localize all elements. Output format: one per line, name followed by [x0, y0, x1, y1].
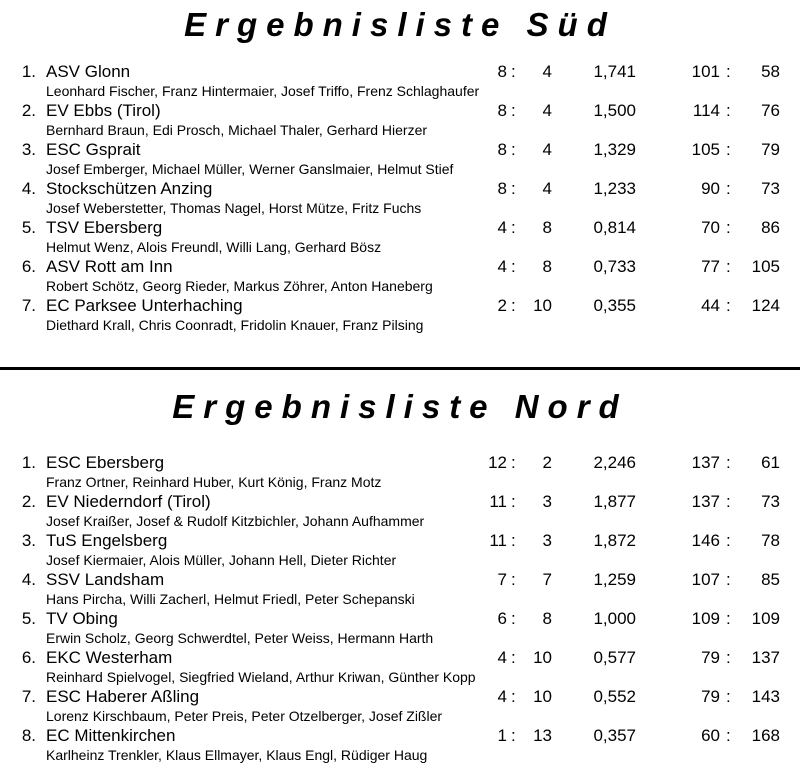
result-row	[0, 218, 800, 257]
quotient: 0,357	[593, 726, 636, 745]
result-row	[0, 296, 800, 335]
quotient: 1,329	[593, 140, 636, 159]
points-won: 1	[497, 726, 507, 745]
quotient: 1,741	[593, 62, 636, 81]
stock-against: 109	[751, 609, 780, 628]
result-row	[0, 453, 800, 492]
points-lost: 13	[533, 726, 552, 745]
points-lost: 4	[542, 179, 552, 198]
section-divider	[0, 367, 800, 370]
points-won: 2	[497, 296, 507, 315]
points-lost: 10	[533, 648, 552, 667]
rank: 3.	[21, 140, 36, 159]
title-sued: Ergebnisliste Süd	[184, 6, 616, 43]
stock-against: 105	[751, 257, 780, 276]
stock-for: 101	[691, 62, 720, 81]
team-name: EC Parksee Unterhaching	[46, 296, 243, 315]
stock-separator: :	[726, 531, 731, 550]
title-nord: Ergebnisliste Nord	[172, 388, 628, 425]
result-row	[0, 687, 800, 726]
points-separator: :	[511, 296, 516, 315]
rank: 2.	[21, 101, 36, 120]
quotient: 1,500	[593, 101, 636, 120]
stock-for: 70	[701, 218, 720, 237]
stock-separator: :	[726, 62, 731, 81]
stock-separator: :	[726, 257, 731, 276]
players: Helmut Wenz, Alois Freundl, Willi Lang, Gerhard Bösz	[46, 239, 382, 255]
points-lost: 4	[542, 101, 552, 120]
rank: 2.	[21, 492, 36, 511]
team-name: SSV Landsham	[46, 570, 165, 589]
points-won: 11	[489, 531, 507, 550]
quotient: 0,552	[593, 687, 636, 706]
stock-separator: :	[726, 179, 731, 198]
points-lost: 4	[542, 140, 552, 159]
players: Diethard Krall, Chris Coonradt, Fridolin Knauer, Franz Pilsing	[46, 317, 424, 333]
players: Erwin Scholz, Georg Schwerdtel, Peter Weiss, Hermann Harth	[46, 630, 434, 646]
result-row	[0, 62, 800, 101]
team-name: TV Obing	[46, 609, 118, 628]
results-table-sued	[0, 62, 800, 335]
rank: 3.	[21, 531, 36, 550]
points-separator: :	[511, 101, 516, 120]
players: Karlheinz Trenkler, Klaus Ellmayer, Klaus Engl, Rüdiger Haug	[46, 747, 428, 763]
stock-against: 73	[761, 179, 780, 198]
rank: 7.	[21, 296, 36, 315]
rank: 1.	[21, 62, 36, 81]
rank: 6.	[21, 257, 36, 276]
points-separator: :	[511, 570, 516, 589]
points-separator: :	[511, 140, 516, 159]
points-won: 4	[497, 648, 507, 667]
rank: 7.	[21, 687, 36, 706]
points-separator: :	[511, 492, 516, 511]
result-row	[0, 531, 800, 570]
points-lost: 3	[542, 492, 552, 511]
points-separator: :	[511, 648, 516, 667]
result-row	[0, 101, 800, 140]
stock-for: 60	[701, 726, 720, 745]
team-name: EV Niederndorf (Tirol)	[46, 492, 211, 511]
team-name: ESC Gsprait	[46, 140, 141, 159]
stock-for: 109	[691, 609, 720, 628]
points-separator: :	[511, 218, 516, 237]
points-lost: 8	[542, 257, 552, 276]
points-lost: 10	[533, 296, 552, 315]
quotient: 0,577	[593, 648, 636, 667]
stock-for: 137	[691, 453, 720, 472]
points-separator: :	[511, 453, 516, 472]
stock-for: 90	[701, 179, 720, 198]
quotient: 2,246	[593, 453, 636, 472]
stock-against: 73	[761, 492, 780, 511]
stock-against: 143	[751, 687, 780, 706]
team-name: ASV Rott am Inn	[46, 257, 173, 276]
quotient: 1,259	[593, 570, 636, 589]
result-row	[0, 726, 800, 765]
quotient: 1,872	[593, 531, 636, 550]
team-name: EKC Westerham	[46, 648, 173, 667]
points-won: 4	[497, 218, 507, 237]
points-separator: :	[511, 687, 516, 706]
points-separator: :	[511, 609, 516, 628]
points-separator: :	[511, 531, 516, 550]
stock-for: 44	[701, 296, 720, 315]
stock-against: 85	[761, 570, 780, 589]
rank: 6.	[21, 648, 36, 667]
team-name: EC Mittenkirchen	[46, 726, 176, 745]
points-separator: :	[511, 257, 516, 276]
team-name: ASV Glonn	[46, 62, 131, 81]
points-won: 11	[489, 492, 507, 511]
team-name: EV Ebbs (Tirol)	[46, 101, 161, 120]
stock-for: 114	[692, 101, 720, 120]
points-won: 8	[497, 62, 507, 81]
rank: 4.	[21, 179, 36, 198]
quotient: 0,355	[593, 296, 636, 315]
players: Josef Emberger, Michael Müller, Werner Ganslmaier, Helmut Stief	[46, 161, 454, 177]
points-lost: 2	[542, 453, 552, 472]
quotient: 1,000	[593, 609, 636, 628]
stock-for: 79	[701, 648, 720, 667]
points-won: 4	[497, 257, 507, 276]
team-name: Stockschützen Anzing	[46, 179, 213, 198]
stock-against: 124	[751, 296, 780, 315]
rank: 1.	[21, 453, 36, 472]
stock-for: 146	[691, 531, 720, 550]
team-name: TuS Engelsberg	[46, 531, 168, 550]
stock-against: 86	[761, 218, 780, 237]
points-won: 8	[497, 179, 507, 198]
result-row	[0, 648, 800, 687]
stock-separator: :	[726, 648, 731, 667]
team-name: ESC Haberer Aßling	[46, 687, 200, 706]
stock-against: 78	[761, 531, 780, 550]
stock-for: 77	[701, 257, 720, 276]
points-won: 7	[497, 570, 507, 589]
stock-for: 79	[701, 687, 720, 706]
stock-separator: :	[726, 687, 731, 706]
stock-against: 58	[761, 62, 780, 81]
points-won: 4	[497, 687, 507, 706]
stock-separator: :	[726, 453, 731, 472]
stock-against: 61	[761, 453, 780, 472]
points-lost: 3	[542, 531, 552, 550]
rank: 5.	[21, 609, 36, 628]
stock-separator: :	[726, 726, 731, 745]
quotient: 1,877	[593, 492, 636, 511]
stock-for: 137	[691, 492, 720, 511]
players: Bernhard Braun, Edi Prosch, Michael Thaler, Gerhard Hierzer	[46, 122, 428, 138]
points-lost: 8	[542, 218, 552, 237]
stock-for: 105	[691, 140, 720, 159]
team-name: TSV Ebersberg	[46, 218, 163, 237]
stock-against: 76	[761, 101, 780, 120]
team-name: ESC Ebersberg	[46, 453, 165, 472]
result-row	[0, 609, 800, 648]
result-row	[0, 492, 800, 531]
rank: 8.	[21, 726, 36, 745]
stock-against: 79	[761, 140, 780, 159]
players: Franz Ortner, Reinhard Huber, Kurt König, Franz Motz	[46, 474, 382, 490]
points-lost: 8	[542, 609, 552, 628]
stock-separator: :	[726, 492, 731, 511]
result-row	[0, 140, 800, 179]
stock-separator: :	[726, 140, 731, 159]
stock-for: 107	[691, 570, 720, 589]
rank: 5.	[21, 218, 36, 237]
players: Josef Kiermaier, Alois Müller, Johann Hell, Dieter Richter	[46, 552, 397, 568]
points-won: 12	[488, 453, 507, 472]
points-won: 8	[497, 101, 507, 120]
players: Josef Kraißer, Josef & Rudolf Kitzbichler, Johann Aufhammer	[46, 513, 425, 529]
stock-separator: :	[726, 218, 731, 237]
points-won: 8	[497, 140, 507, 159]
players: Robert Schötz, Georg Rieder, Markus Zöhrer, Anton Haneberg	[46, 278, 433, 294]
players: Reinhard Spielvogel, Siegfried Wieland, Arthur Kriwan, Günther Kopp	[46, 669, 476, 685]
players: Josef Weberstetter, Thomas Nagel, Horst Mütze, Fritz Fuchs	[46, 200, 422, 216]
stock-separator: :	[726, 296, 731, 315]
stock-separator: :	[726, 101, 731, 120]
points-separator: :	[511, 726, 516, 745]
quotient: 0,814	[593, 218, 636, 237]
stock-separator: :	[726, 570, 731, 589]
points-won: 6	[497, 609, 507, 628]
quotient: 1,233	[593, 179, 636, 198]
rank: 4.	[21, 570, 36, 589]
points-separator: :	[511, 62, 516, 81]
points-lost: 7	[542, 570, 552, 589]
quotient: 0,733	[593, 257, 636, 276]
stock-separator: :	[726, 609, 731, 628]
players: Lorenz Kirschbaum, Peter Preis, Peter Otzelberger, Josef Zißler	[46, 708, 443, 724]
results-table-nord	[0, 453, 800, 765]
points-lost: 4	[542, 62, 552, 81]
players: Hans Pircha, Willi Zacherl, Helmut Friedl, Peter Schepanski	[46, 591, 415, 607]
stock-against: 168	[751, 726, 780, 745]
points-separator: :	[511, 179, 516, 198]
result-row	[0, 257, 800, 296]
stock-against: 137	[751, 648, 780, 667]
result-row	[0, 179, 800, 218]
result-row	[0, 570, 800, 609]
players: Leonhard Fischer, Franz Hintermaier, Josef Triffo, Frenz Schlaghaufer	[46, 83, 480, 99]
points-lost: 10	[533, 687, 552, 706]
